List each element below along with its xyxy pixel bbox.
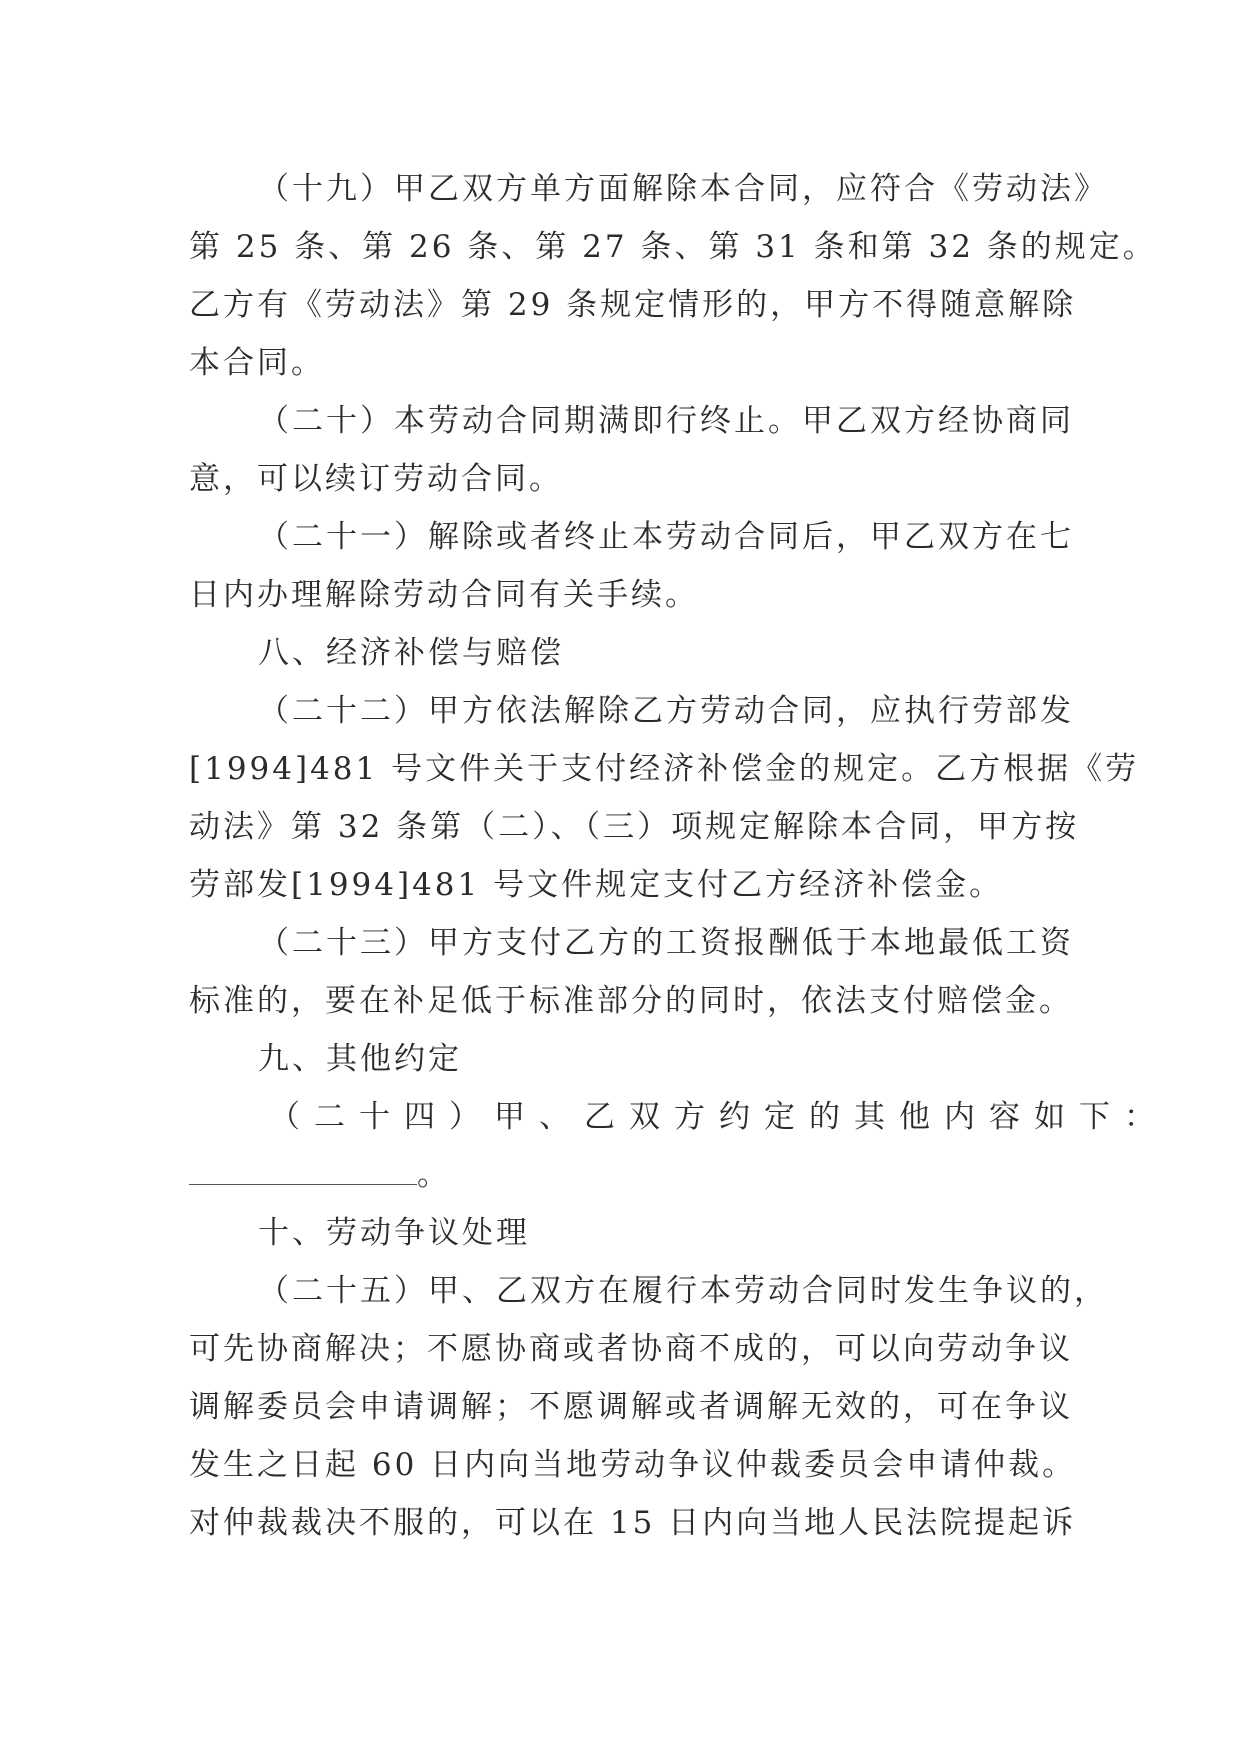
clause-23-line-1: （二十三）甲方支付乙方的工资报酬低于本地最低工资 (258, 925, 1074, 961)
section-heading-9: 九、其他约定 (258, 1041, 462, 1077)
clause-19-line-1: （十九）甲乙双方单方面解除本合同，应符合《劳动法》 (258, 171, 1108, 207)
clause-22-line-2: [1994]481 号文件关于支付经济补偿金的规定。乙方根据《劳 (189, 751, 1140, 787)
clause-19-line-3: 乙方有《劳动法》第 29 条规定情形的，甲方不得随意解除 (189, 287, 1077, 323)
clause-25-line-1: （二十五）甲、乙双方在履行本劳动合同时发生争议的， (258, 1273, 1108, 1309)
clause-19-line-4: 本合同。 (189, 345, 325, 381)
clause-19-line-2: 第 25 条、第 26 条、第 27 条、第 31 条和第 32 条的规定。 (189, 229, 1157, 265)
clause-24-fill-line (189, 1146, 1052, 1204)
clause-20-line-2: 意，可以续订劳动合同。 (189, 461, 563, 497)
clause-22-line-4: 劳部发[1994]481 号文件规定支付乙方经济补偿金。 (189, 867, 1004, 903)
clause-22-line-1: （二十二）甲方依法解除乙方劳动合同，应执行劳部发 (258, 693, 1074, 729)
clause-22-line-3: 动法》第 32 条第（二）、（三）项规定解除本合同，甲方按 (189, 809, 1080, 845)
clause-21-line-2: 日内办理解除劳动合同有关手续。 (189, 577, 699, 613)
section-heading-8: 八、经济补偿与赔偿 (258, 635, 564, 671)
document-body (189, 160, 1169, 1552)
clause-25-line-5: 对仲裁裁决不服的，可以在 15 日内向当地人民法院提起诉 (189, 1505, 1077, 1541)
clause-25-line-3: 调解委员会申请调解；不愿调解或者调解无效的，可在争议 (189, 1389, 1073, 1425)
clause-24-line-1: （二十四）甲、乙双方约定的其他内容如下： (269, 1099, 1169, 1135)
clause-23-line-2: 标准的，要在补足低于标准部分的同时，依法支付赔偿金。 (189, 983, 1073, 1019)
blank-terminator: 。 (417, 1157, 451, 1193)
clause-21-line-1: （二十一）解除或者终止本劳动合同后，甲乙双方在七 (258, 519, 1074, 555)
clause-25-line-2: 可先协商解决；不愿协商或者协商不成的，可以向劳动争议 (189, 1331, 1073, 1367)
fill-in-blank (189, 1154, 417, 1185)
clause-25-line-4: 发生之日起 60 日内向当地劳动争议仲裁委员会申请仲裁。 (189, 1447, 1077, 1483)
clause-20-line-1: （二十）本劳动合同期满即行终止。甲乙双方经协商同 (258, 403, 1074, 439)
section-heading-10: 十、劳动争议处理 (258, 1215, 530, 1251)
